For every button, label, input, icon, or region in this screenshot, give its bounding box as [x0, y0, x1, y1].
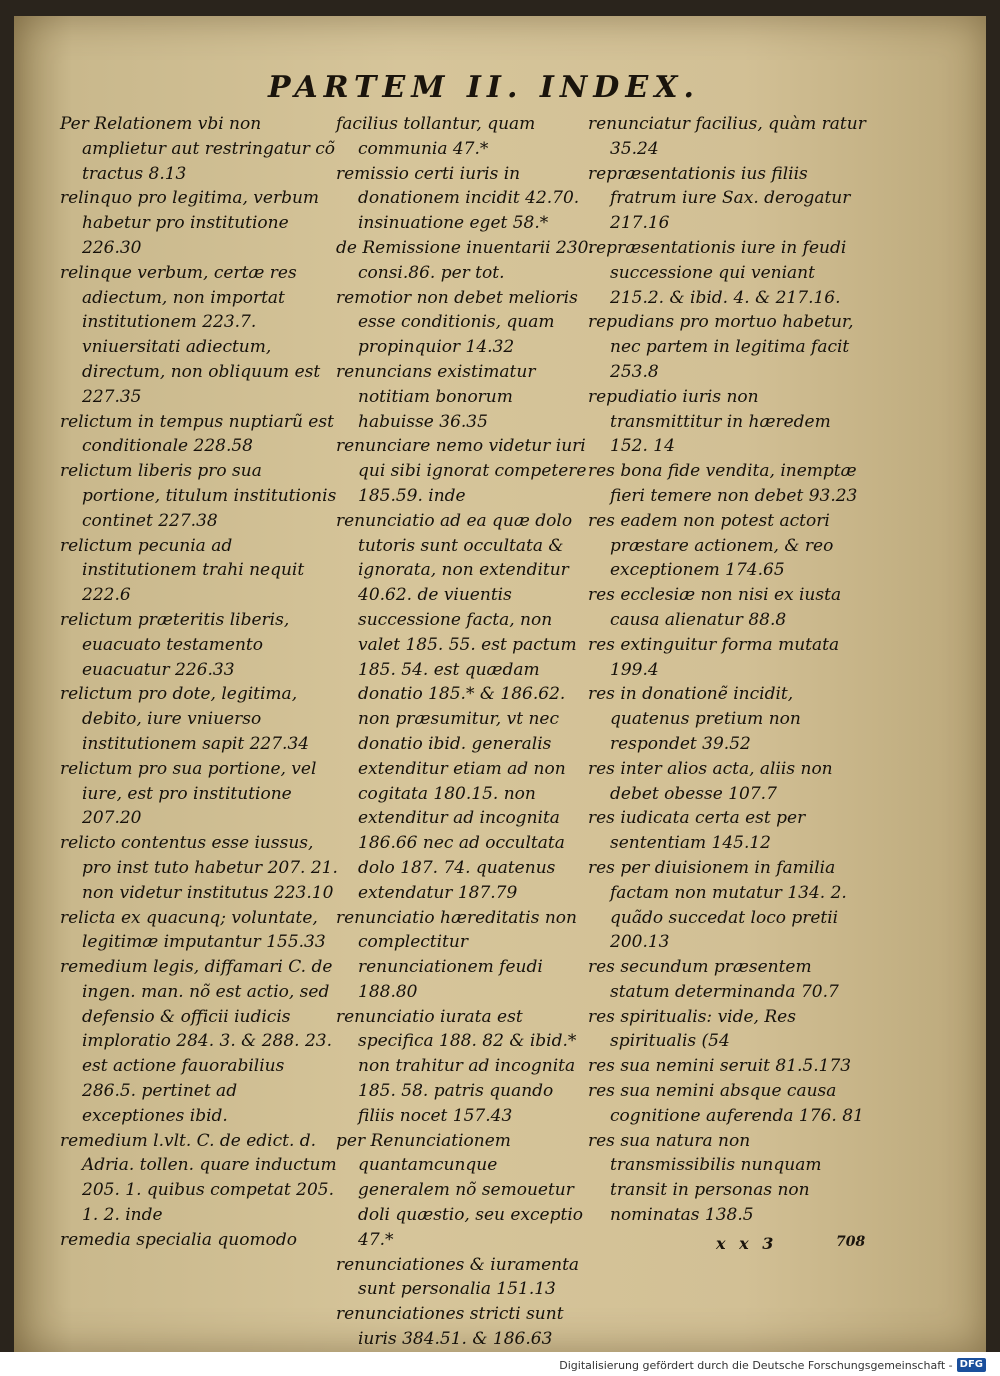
index-entry: res ecclesiæ non nisi ex iusta causa alienatur 88.8 [588, 585, 842, 630]
digitization-credit [559, 1356, 986, 1374]
index-entry: relicto contentus esse iussus, pro inst tuto habetur 207. 21. non videtur institutus 223.10 [60, 833, 338, 903]
index-entry: res iudicata certa est per sententiam 145.12 [588, 808, 806, 854]
index-entry: remedium l.vlt. C. de edict. d. Adria. tollen. quare inductum 205. 1. quibus competat 205. 1. 2. inde [60, 1130, 337, 1226]
index-entry: res bona fide vendita, inemptæ fieri temere non debet 93.23 [588, 461, 858, 506]
index-entry: renunciatio ad ea quæ dolo tutoris sunt occultata & ignorata, non extenditur 40.62. de viuentis successione facta, non valet 185. 55. est pactum 185. 54. est quædam donatio 185.* & 186.62. non præsumitur, vt nec donatio ibid. generalis extenditur etiam ad non cogitata 180.15. non extenditur ad incognita 186.66 nec ad occultata dolo 187. 74. quatenus extendatur 187.79 [336, 510, 577, 903]
index-entry: res eadem non potest actori præstare actionem, & reo exceptionem 174.65 [588, 510, 834, 581]
index-entry: renunciatur facilius, quàm ratur 35.24 [588, 114, 866, 159]
index-entry: res sua natura non transmissibilis nunquam transit in personas non nominatas 138.5 [588, 1130, 822, 1226]
index-entry: remedium legis, diffamari C. de ingen. man. nõ est actio, sed defensio & officii iudicis imploratio 284. 3. & 288. 23. est actione fauorabilius 286.5. pertinet ad exceptiones ibid. [60, 957, 333, 1126]
index-entry: relinque verbum, certæ res adiectum, non importat institutionem 223.7. vniuersitati adiectum, directum, non obliquum est 227.35 [60, 262, 321, 407]
index-entry: renunciatio hæreditatis non complectitur renunciationem feudi 188.80 [336, 907, 577, 1002]
index-entry: relictum liberis pro sua portione, titulum institutionis continet 227.38 [60, 461, 337, 531]
index-entry: repudians pro mortuo habetur, nec partem in legitima facit 253.8 [588, 312, 854, 382]
index-entry: de Remissione inuentarii 230. consi.86. per tot. [336, 237, 594, 283]
index-entry: remissio certi iuris in donationem incidit 42.70. insinuatione eget 58.* [336, 163, 580, 234]
index-entry: relicta ex quacunq; voluntate, legitimæ imputantur 155.33 [60, 907, 326, 953]
index-column-2 [336, 112, 594, 1352]
index-entry: renunciatio iurata est specifica 188. 82 & ibid.* non trahitur ad incognita 185. 58. patris quando filiis nocet 157.43 [336, 1006, 577, 1126]
index-entry: repudiatio iuris non transmittitur in hæredem 152. 14 [588, 386, 831, 457]
index-entry: remotior non debet melioris esse conditionis, quam propinquior 14.32 [336, 287, 578, 358]
page-header: PARTEM II. INDEX. [268, 70, 700, 105]
index-entry: repræsentationis iure in feudi successione qui veniant 215.2. & ibid. 4. & 217.16. [588, 237, 847, 308]
signature-mark: x x 3 [716, 1234, 778, 1253]
index-entry: renunciationes stricti sunt iuris 384.51. & 186.63 [336, 1304, 564, 1350]
index-entry: res extinguitur forma mutata 199.4 [588, 634, 840, 680]
index-entry: relictum pro dote, legitima, debito, iure vniuerso institutionem sapit 227.34 [60, 684, 310, 754]
index-column-1 [60, 112, 342, 1253]
index-entry: res sua nemini absque causa cognitione auferenda 176. 81 [588, 1081, 864, 1126]
index-entry: facilius tollantur, quam communia 47.* [336, 114, 536, 159]
index-entry: res secundum præsentem statum determinanda 70.7 [588, 957, 839, 1002]
credit-text: Digitalisierung gefördert durch die Deutsche Forschungsgemeinschaft - [559, 1358, 953, 1372]
index-entry: renuncians existimatur notitiam bonorum habuisse 36.35 [336, 361, 536, 432]
dfg-logo[interactable]: DFG [957, 1358, 986, 1372]
index-entry: Per Relationem vbi non amplietur aut restringatur cõ tractus 8.13 [60, 114, 336, 184]
index-column-3 [588, 112, 870, 1228]
index-entry: res sua nemini seruit 81.5.173 [588, 1056, 852, 1077]
index-entry: renunciationes & iuramenta sunt personalia 151.13 [336, 1254, 580, 1300]
index-entry: res spiritualis: vide, Res spiritualis (54 [588, 1006, 796, 1052]
index-entry: relictum pro sua portione, vel iure, est pro institutione 207.20 [60, 758, 317, 829]
index-entry: relictum præteritis liberis, euacuato testamento euacuatur 226.33 [60, 609, 290, 680]
page-number: 708 [836, 1234, 866, 1250]
index-entry: res per diuisionem in familia factam non mutatur 134. 2. quãdo succedat loco pretii 200.13 [588, 857, 847, 953]
index-entry: res in donationẽ incidit, quatenus pretium non respondet 39.52 [588, 684, 801, 754]
index-entry: renunciare nemo videtur iuri qui sibi ignorat competere 185.59. inde [336, 436, 587, 506]
index-entry: relinquo pro legitima, verbum habetur pro institutione 226.30 [60, 188, 320, 258]
index-entry: per Renunciationem quantamcunque generalem nõ semouetur doli quæstio, seu exceptio 47.* [336, 1130, 583, 1250]
index-entry: relictum in tempus nuptiarũ est conditionale 228.58 [60, 411, 334, 457]
index-entry: remedia specialia quomodo [60, 1229, 297, 1250]
index-entry: repræsentationis ius filiis fratrum iure Sax. derogatur 217.16 [588, 163, 851, 234]
index-entry: res inter alios acta, aliis non debet obesse 107.7 [588, 758, 833, 804]
index-entry: relictum pecunia ad institutionem trahi nequit 222.6 [60, 535, 305, 606]
